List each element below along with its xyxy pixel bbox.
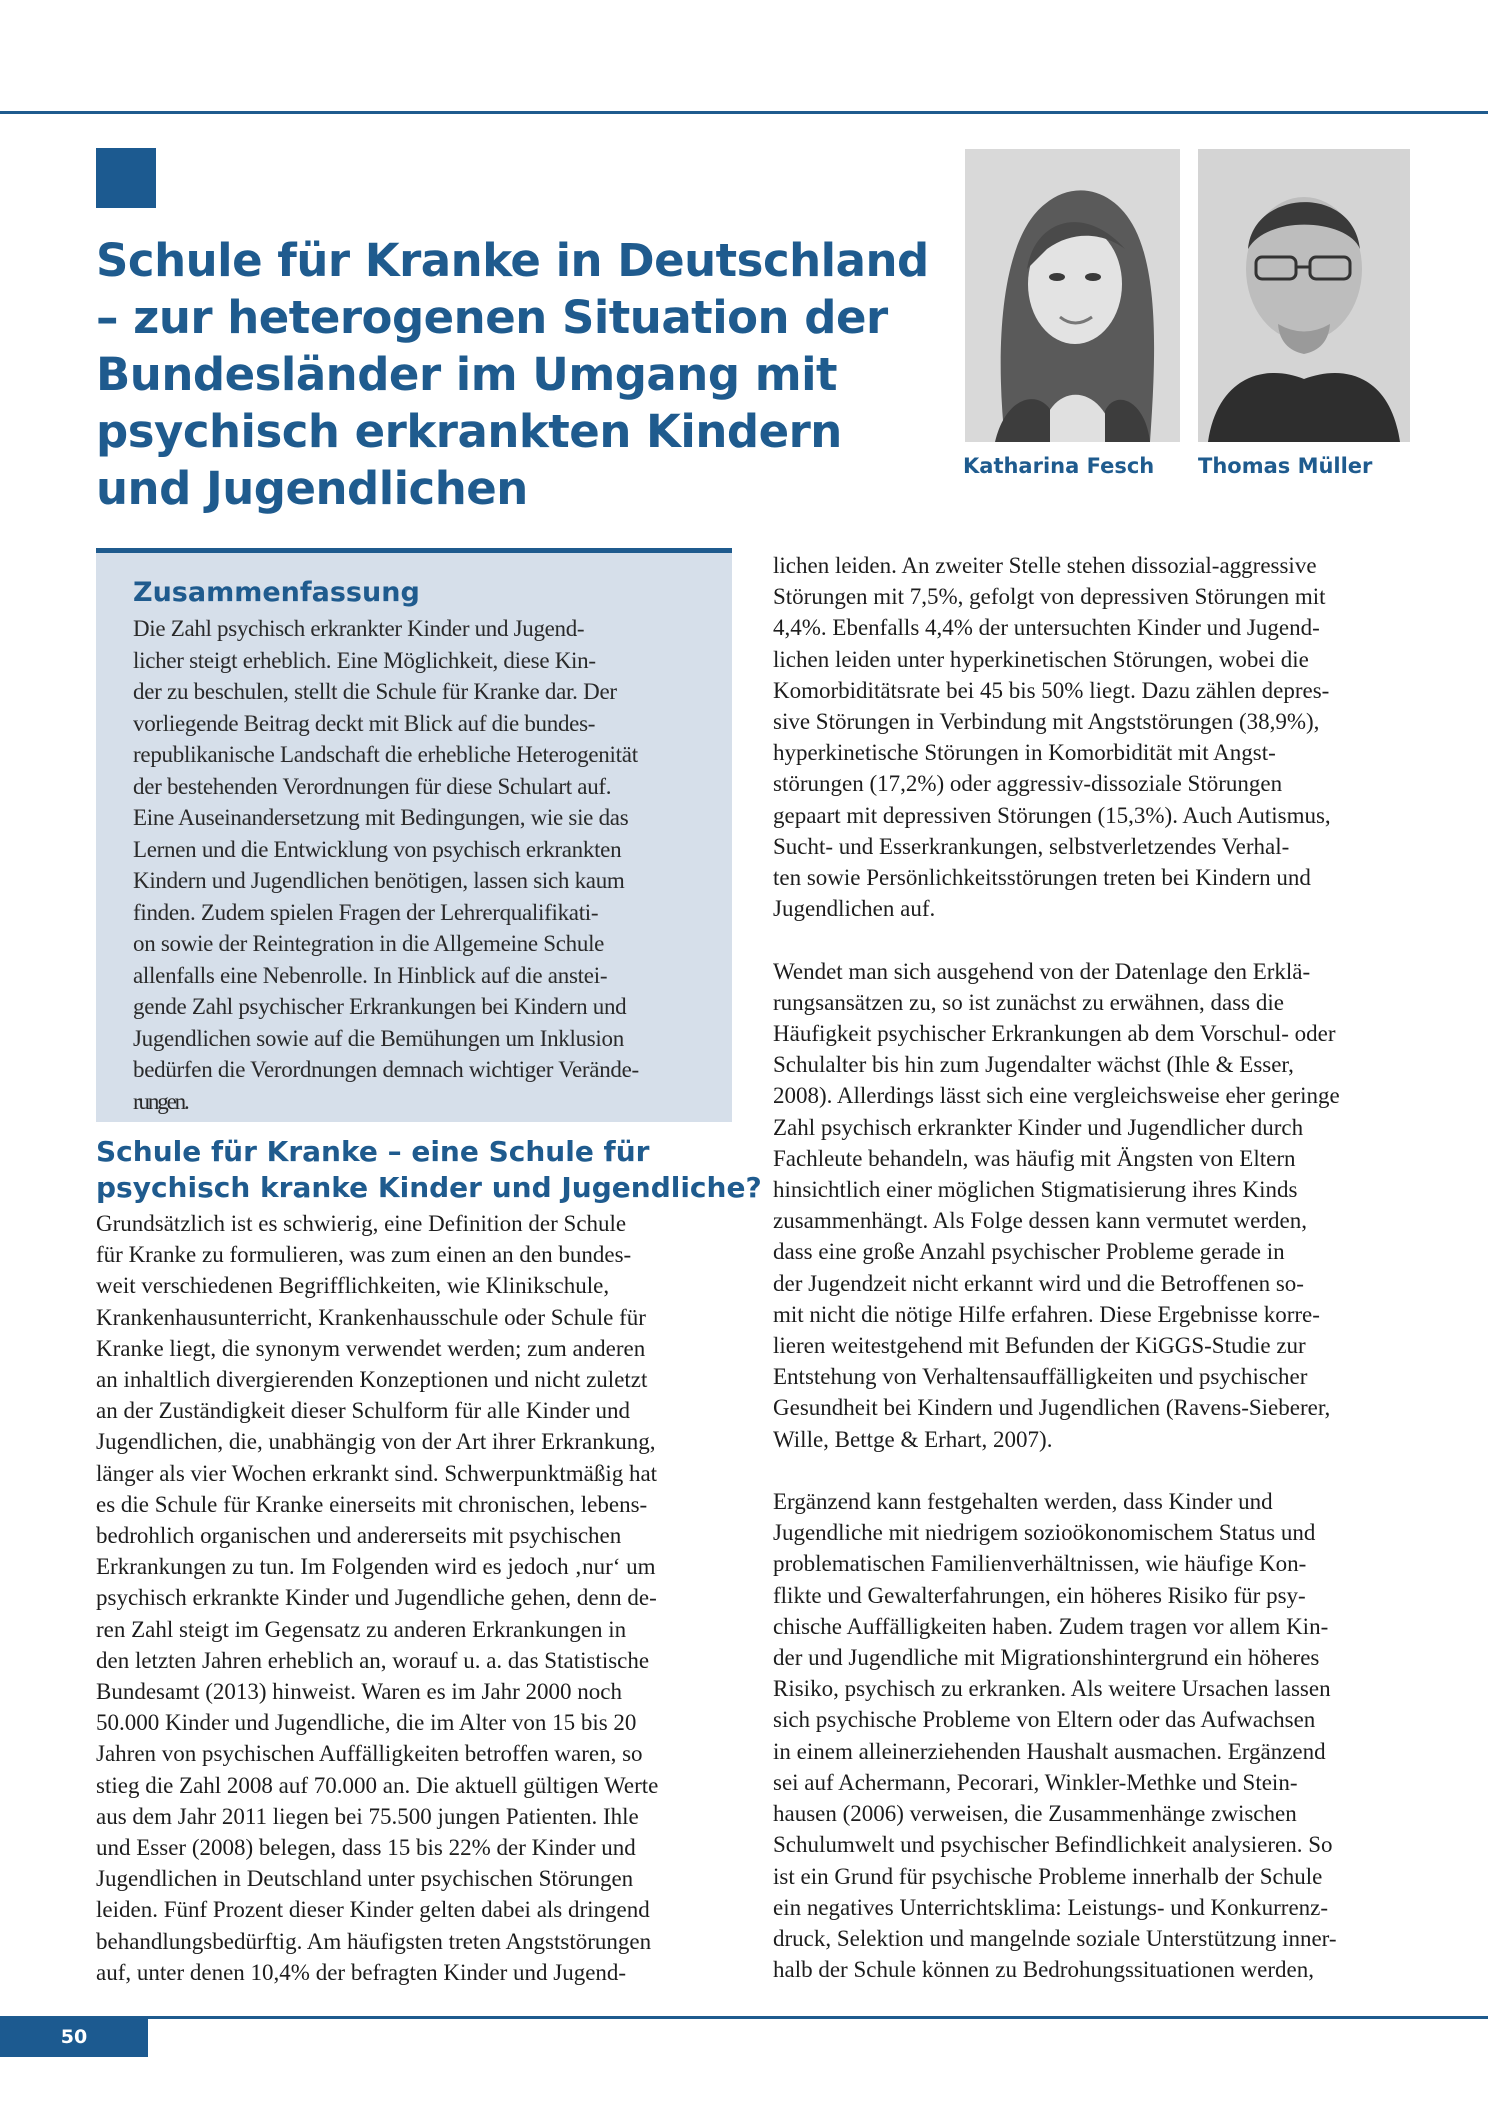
body-text-line: Ergänzend kann festgehalten werden, dass Kinder und bbox=[773, 1489, 1273, 1515]
title-line: – zur heterogenen Situation der bbox=[96, 291, 888, 344]
body-text-line: weit verschiedenen Begrifflichkeiten, wie Klinikschule, bbox=[96, 1273, 610, 1299]
body-text-line: halb der Schule können zu Bedrohungssituationen werden, bbox=[773, 1957, 1315, 1983]
body-text-line: Komorbiditätsrate bei 45 bis 50% liegt. Dazu zählen depres- bbox=[773, 677, 1330, 703]
top-rule bbox=[0, 111, 1488, 114]
body-text-line: Jugendlichen in Deutschland unter psychischen Störungen bbox=[96, 1866, 634, 1892]
section-marker bbox=[96, 148, 156, 208]
abstract-line: gende Zahl psychischer Erkrankungen bei Kindern und bbox=[133, 994, 627, 1019]
body-text-line: ist ein Grund für psychische Probleme innerhalb der Schule bbox=[773, 1863, 1323, 1889]
body-text-line: störungen (17,2%) oder aggressiv-dissoziale Störungen bbox=[773, 771, 1283, 797]
body-text-line: ein negatives Unterrichtsklima: Leistungs- und Konkurrenz- bbox=[773, 1894, 1329, 1920]
body-text-line: 50.000 Kinder und Jugendliche, die im Alter von 15 bis 20 bbox=[96, 1710, 637, 1736]
body-text-line: 4,4%. Ebenfalls 4,4% der untersuchten Kinder und Jugend- bbox=[773, 615, 1320, 641]
body-text-line: Jahren von psychischen Auffälligkeiten betroffen waren, so bbox=[96, 1741, 643, 1767]
body-text-line: Krankenhausunterricht, Krankenhausschule oder Schule für bbox=[96, 1304, 646, 1330]
body-text-line: Störungen mit 7,5%, gefolgt von depressiven Störungen mit bbox=[773, 584, 1326, 610]
body-text-line: es die Schule für Kranke einerseits mit chronischen, lebens- bbox=[96, 1491, 648, 1517]
body-text-line: aus dem Jahr 2011 liegen bei 75.500 jungen Patienten. Ihle bbox=[96, 1803, 639, 1829]
body-text-line: dass eine große Anzahl psychischer Probleme gerade in bbox=[773, 1239, 1285, 1265]
body-text-line: Entstehung von Verhaltensauffälligkeiten und psychischer bbox=[773, 1364, 1308, 1390]
author-name-1: Katharina Fesch bbox=[963, 454, 1155, 478]
body-text-line: Grundsätzlich ist es schwierig, eine Definition der Schule bbox=[96, 1211, 627, 1236]
body-text-line: mit nicht die nötige Hilfe erfahren. Diese Ergebnisse korre- bbox=[773, 1301, 1320, 1327]
portrait-man-image bbox=[1198, 149, 1410, 442]
section-heading bbox=[96, 1134, 762, 1206]
body-text-line: in einem alleinerziehenden Haushalt ausmachen. Ergänzend bbox=[773, 1738, 1326, 1764]
body-text-line: Sucht- und Esserkrankungen, selbstverletzendes Verhal- bbox=[773, 833, 1290, 859]
body-text-line: hinsichtlich einer möglichen Stigmatisierung ihres Kinds bbox=[773, 1177, 1298, 1203]
portrait-woman-image bbox=[965, 149, 1180, 442]
body-text-line: lieren weitestgehend mit Befunden der KiGGS-Studie zur bbox=[773, 1333, 1306, 1359]
body-text-line: an inhaltlich divergierenden Konzeptionen und nicht zuletzt bbox=[96, 1367, 648, 1393]
body-text-line: Schulumwelt und psychischer Befindlichkeit analysieren. So bbox=[773, 1832, 1333, 1858]
abstract-box bbox=[96, 548, 732, 1122]
author-photo-2 bbox=[1198, 149, 1410, 442]
abstract-line: Jugendlichen sowie auf die Bemühungen um Inklusion bbox=[133, 1025, 624, 1051]
abstract-line: der zu beschulen, stellt die Schule für Kranke dar. Der bbox=[133, 679, 617, 704]
body-text-line: Bundesamt (2013) hinweist. Waren es im Jahr 2000 noch bbox=[96, 1679, 622, 1705]
abstract-line: der bestehenden Verordnungen für diese Schulart auf. bbox=[133, 773, 612, 799]
body-text-line: Wendet man sich ausgehend von der Datenlage den Erklä- bbox=[773, 958, 1311, 984]
body-text-line: chische Auffälligkeiten haben. Zudem tragen vor allem Kin- bbox=[773, 1613, 1329, 1639]
body-text-line: problematischen Familienverhältnissen, wie häufige Kon- bbox=[773, 1551, 1307, 1577]
body-text-line: Schulalter bis hin zum Jugendalter wächst (Ihle & Esser, bbox=[773, 1052, 1294, 1078]
abstract-line: allenfalls eine Nebenrolle. In Hinblick auf die anstei- bbox=[133, 962, 608, 988]
body-text-line: stieg die Zahl 2008 auf 70.000 an. Die aktuell gültigen Werte bbox=[96, 1772, 659, 1798]
body-text-line: der und Jugendliche mit Migrationshintergrund ein höheres bbox=[773, 1645, 1320, 1671]
paragraph-gap bbox=[773, 1455, 1409, 1486]
body-text-line: rungsansätzen zu, so ist zunächst zu erwähnen, dass die bbox=[773, 989, 1284, 1015]
abstract-line: Kindern und Jugendlichen benötigen, lassen sich kaum bbox=[133, 868, 625, 893]
title-line: Schule für Kranke in Deutschland bbox=[96, 234, 929, 287]
body-text-line: leiden. Fünf Prozent dieser Kinder gelten dabei als dringend bbox=[96, 1897, 650, 1923]
abstract-line: finden. Zudem spielen Fragen der Lehrerqualifikati- bbox=[133, 899, 599, 925]
section-heading-line: Schule für Kranke – eine Schule für bbox=[96, 1135, 650, 1168]
body-text-line: Häufigkeit psychischer Erkrankungen ab dem Vorschul- oder bbox=[773, 1021, 1336, 1047]
abstract-line: Lernen und die Entwicklung von psychisch erkrankten bbox=[133, 836, 622, 862]
body-text-line: sive Störungen in Verbindung mit Angststörungen (38,9%), bbox=[773, 709, 1320, 735]
body-text-line: sich psychische Probleme von Eltern oder das Aufwachsen bbox=[773, 1707, 1316, 1733]
abstract-line: licher steigt erheblich. Eine Möglichkeit, diese Kin- bbox=[133, 647, 596, 673]
body-text-line: Kranke liegt, die synonym verwendet werden; zum anderen bbox=[96, 1335, 646, 1361]
title-line: Bundesländer im Umgang mit bbox=[96, 348, 838, 401]
body-text-line: Jugendlichen auf. bbox=[773, 896, 936, 922]
bottom-rule bbox=[0, 2016, 1488, 2019]
body-text-line: Zahl psychisch erkrankter Kinder und Jugendlicher durch bbox=[773, 1114, 1304, 1140]
body-column-left bbox=[96, 1208, 732, 1988]
body-text-line: und Esser (2008) belegen, dass 15 bis 22% der Kinder und bbox=[96, 1835, 636, 1861]
body-text-line: 2008). Allerdings lässt sich eine vergleichsweise eher geringe bbox=[773, 1083, 1340, 1109]
article-title bbox=[96, 232, 936, 517]
title-line: psychisch erkrankten Kindern bbox=[96, 405, 842, 458]
abstract-text bbox=[133, 613, 726, 1117]
body-text-line: ten sowie Persönlichkeitsstörungen treten bei Kindern und bbox=[773, 865, 1311, 891]
body-text-line: hausen (2006) verweisen, die Zusammenhänge zwischen bbox=[773, 1801, 1297, 1827]
body-text-line: den letzten Jahren erheblich an, worauf u. a. das Statistische bbox=[96, 1647, 650, 1673]
body-text-line: Risiko, psychisch zu erkranken. Als weitere Ursachen lassen bbox=[773, 1676, 1331, 1702]
body-text-line: bedrohlich organischen und andererseits mit psychischen bbox=[96, 1523, 622, 1549]
body-text-line: zusammenhängt. Als Folge dessen kann vermutet werden, bbox=[773, 1208, 1307, 1234]
abstract-line: republikanische Landschaft die erhebliche Heterogenität bbox=[133, 742, 638, 767]
abstract-line: on sowie der Reintegration in die Allgemeine Schule bbox=[133, 931, 605, 956]
body-text-line: druck, Selektion und mangelnde soziale Unterstützung inner- bbox=[773, 1925, 1337, 1951]
abstract-line: Die Zahl psychisch erkrankter Kinder und Jugend- bbox=[133, 616, 585, 641]
abstract-line: vorliegende Beitrag deckt mit Blick auf die bundes- bbox=[133, 710, 596, 736]
body-text-line: an der Zuständigkeit dieser Schulform für alle Kinder und bbox=[96, 1398, 630, 1424]
body-text-line: lichen leiden. An zweiter Stelle stehen dissozial-aggressive bbox=[773, 553, 1317, 578]
section-heading-line: psychisch kranke Kinder und Jugendliche? bbox=[96, 1171, 762, 1204]
body-text-line: für Kranke zu formulieren, was zum einen an den bundes- bbox=[96, 1242, 632, 1268]
page-number: 50 bbox=[60, 2026, 88, 2048]
body-column-right bbox=[773, 550, 1409, 1985]
body-text-line: lichen leiden unter hyperkinetischen Störungen, wobei die bbox=[773, 646, 1309, 672]
author-name-2: Thomas Müller bbox=[1198, 454, 1373, 478]
body-text-line: Jugendliche mit niedrigem sozioökonomischem Status und bbox=[773, 1520, 1316, 1546]
abstract-line: bedürfen die Verordnungen demnach wichtiger Verände- bbox=[133, 1057, 639, 1082]
body-text-line: psychisch erkrankte Kinder und Jugendliche gehen, denn de- bbox=[96, 1585, 657, 1611]
body-text-line: behandlungsbedürftig. Am häufigsten treten Angststörungen bbox=[96, 1928, 652, 1954]
body-text-line: der Jugendzeit nicht erkannt wird und die Betroffenen so- bbox=[773, 1270, 1304, 1296]
page-number-box bbox=[0, 2017, 148, 2057]
author-photo-1 bbox=[965, 149, 1180, 442]
body-text-line: Gesundheit bei Kindern und Jugendlichen (Ravens-Sieberer, bbox=[773, 1395, 1331, 1421]
body-text-line: Wille, Bettge & Erhart, 2007). bbox=[773, 1426, 1053, 1452]
body-text-line: sei auf Achermann, Pecorari, Winkler-Methke und Stein- bbox=[773, 1769, 1298, 1795]
body-text-line: gepaart mit depressiven Störungen (15,3%). Auch Autismus, bbox=[773, 802, 1331, 828]
abstract-heading: Zusammenfassung bbox=[133, 577, 420, 608]
body-text-line: länger als vier Wochen erkrankt sind. Schwerpunktmäßig hat bbox=[96, 1460, 658, 1486]
body-text-line: auf, unter denen 10,4% der befragten Kinder und Jugend- bbox=[96, 1959, 627, 1985]
body-text-line: ren Zahl steigt im Gegensatz zu anderen Erkrankungen in bbox=[96, 1616, 627, 1642]
title-line: und Jugendlichen bbox=[96, 462, 528, 515]
body-text-line: Jugendlichen, die, unabhängig von der Art ihrer Erkrankung, bbox=[96, 1429, 656, 1455]
paragraph-gap bbox=[773, 924, 1409, 955]
abstract-line: rungen. bbox=[133, 1088, 188, 1114]
abstract-line: Eine Auseinandersetzung mit Bedingungen, wie sie das bbox=[133, 805, 629, 830]
body-text-line: Erkrankungen zu tun. Im Folgenden wird es jedoch ‚nur‘ um bbox=[96, 1554, 656, 1580]
body-text-line: Fachleute behandeln, was häufig mit Ängsten von Eltern bbox=[773, 1145, 1296, 1171]
body-text-line: flikte und Gewalterfahrungen, ein höheres Risiko für psy- bbox=[773, 1582, 1306, 1608]
body-text-line: hyperkinetische Störungen in Komorbidität mit Angst- bbox=[773, 740, 1276, 766]
